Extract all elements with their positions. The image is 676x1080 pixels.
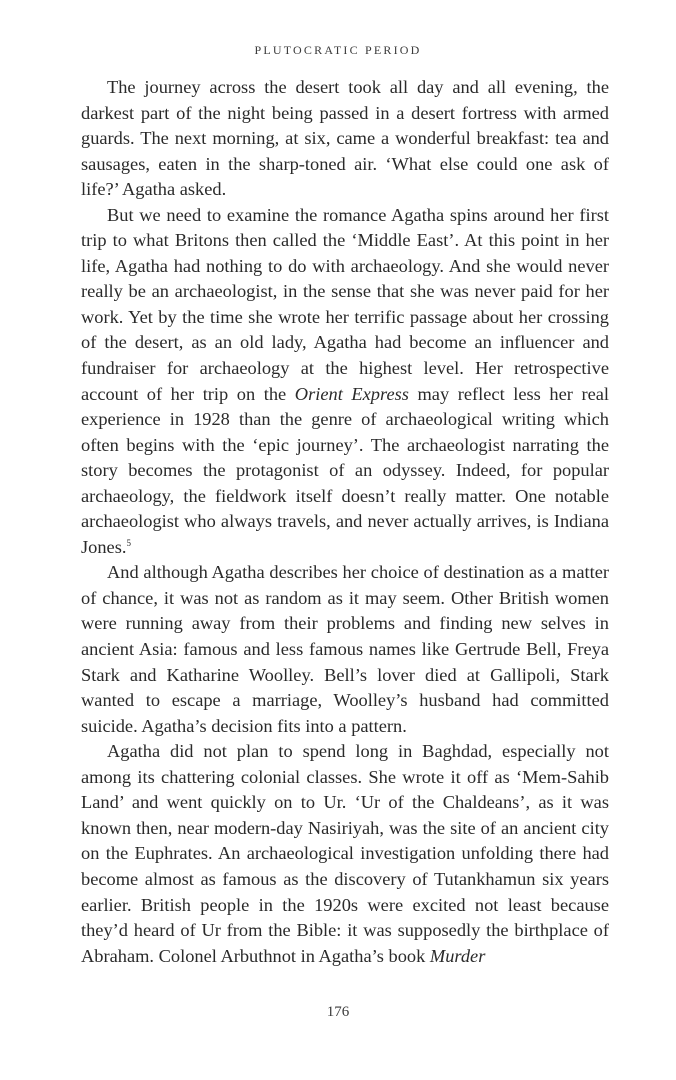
paragraph-3 (81, 560, 609, 739)
paragraph-text: And although Agatha describes her choice of destination as a matter of chance, it was not as random as it may seem. Other British women were running away from their problems and finding new selves in ancient Asia: famous and less famous names like Gertrude Bell, Freya Stark and Katharine Woolley. Bell’s lover died at Gallipoli, Stark wanted to escape a marriage, Woolley’s husband had committed suicide. Agatha’s decision fits into a pattern. (81, 562, 609, 736)
paragraph-1 (81, 75, 609, 203)
paragraph-text: But we need to examine the romance Agatha spins around her first trip to what Britons then called the ‘Middle East’. At this point in her life, Agatha had nothing to do with archaeology. And she would never really be an archaeologist, in the sense that she was never paid for her work. Yet by the time she wrote her terrific passage about her crossing of the desert, as an old lady, Agatha had become an influencer and fundraiser for archaeology at the highest level. Her retrospective account of her trip on the (81, 204, 609, 404)
page-number: 176 (326, 1004, 350, 1020)
paragraph-text: may reflect less her real experience in 1928 than the genre of archaeological writing which often begins with the ‘epic journey’. The archaeologist narrating the story becomes the protagonist of an odyssey. Indeed, for popular archaeology, the fieldwork itself doesn’t really matter. One notable archaeologist who always travels, and never actually arrives, is Indiana Jones. (81, 383, 610, 557)
paragraph-text: The journey across the desert took all day and all evening, the darkest part of the night being passed in a desert fortress with armed guards. The next morning, at six, came a wonderful breakfast: tea and sausages, eaten in the sharp-toned air. ‘What else could one ask of life?’ Agatha asked. (81, 77, 609, 200)
paragraph-2 (81, 203, 609, 561)
paragraph-text: Agatha did not plan to spend long in Baghdad, especially not among its chattering colonial classes. She wrote it off as ‘Mem-Sahib Land’ and went quickly on to Ur. ‘Ur of the Chaldeans’, as it was known then, near modern-day Nasiriyah, was the site of an ancient city on the Euphrates. An archaeological investigation unfolding there had become almost as famous as the discovery of Tutankhamun six years earlier. British people in the 1920s were excited not least because they’d heard of Ur from the Bible: it was supposedly the birthplace of Abraham. Colonel Arbuthnot in Agatha’s book (81, 741, 609, 966)
running-head: PLUTOCRATIC PERIOD (254, 43, 422, 57)
italic-title-orient-express: Orient Express (294, 383, 409, 404)
footnote-reference: 5 (126, 537, 131, 548)
italic-title-murder: Murder (429, 945, 486, 966)
paragraph-4 (81, 739, 609, 969)
body-text (81, 75, 609, 969)
